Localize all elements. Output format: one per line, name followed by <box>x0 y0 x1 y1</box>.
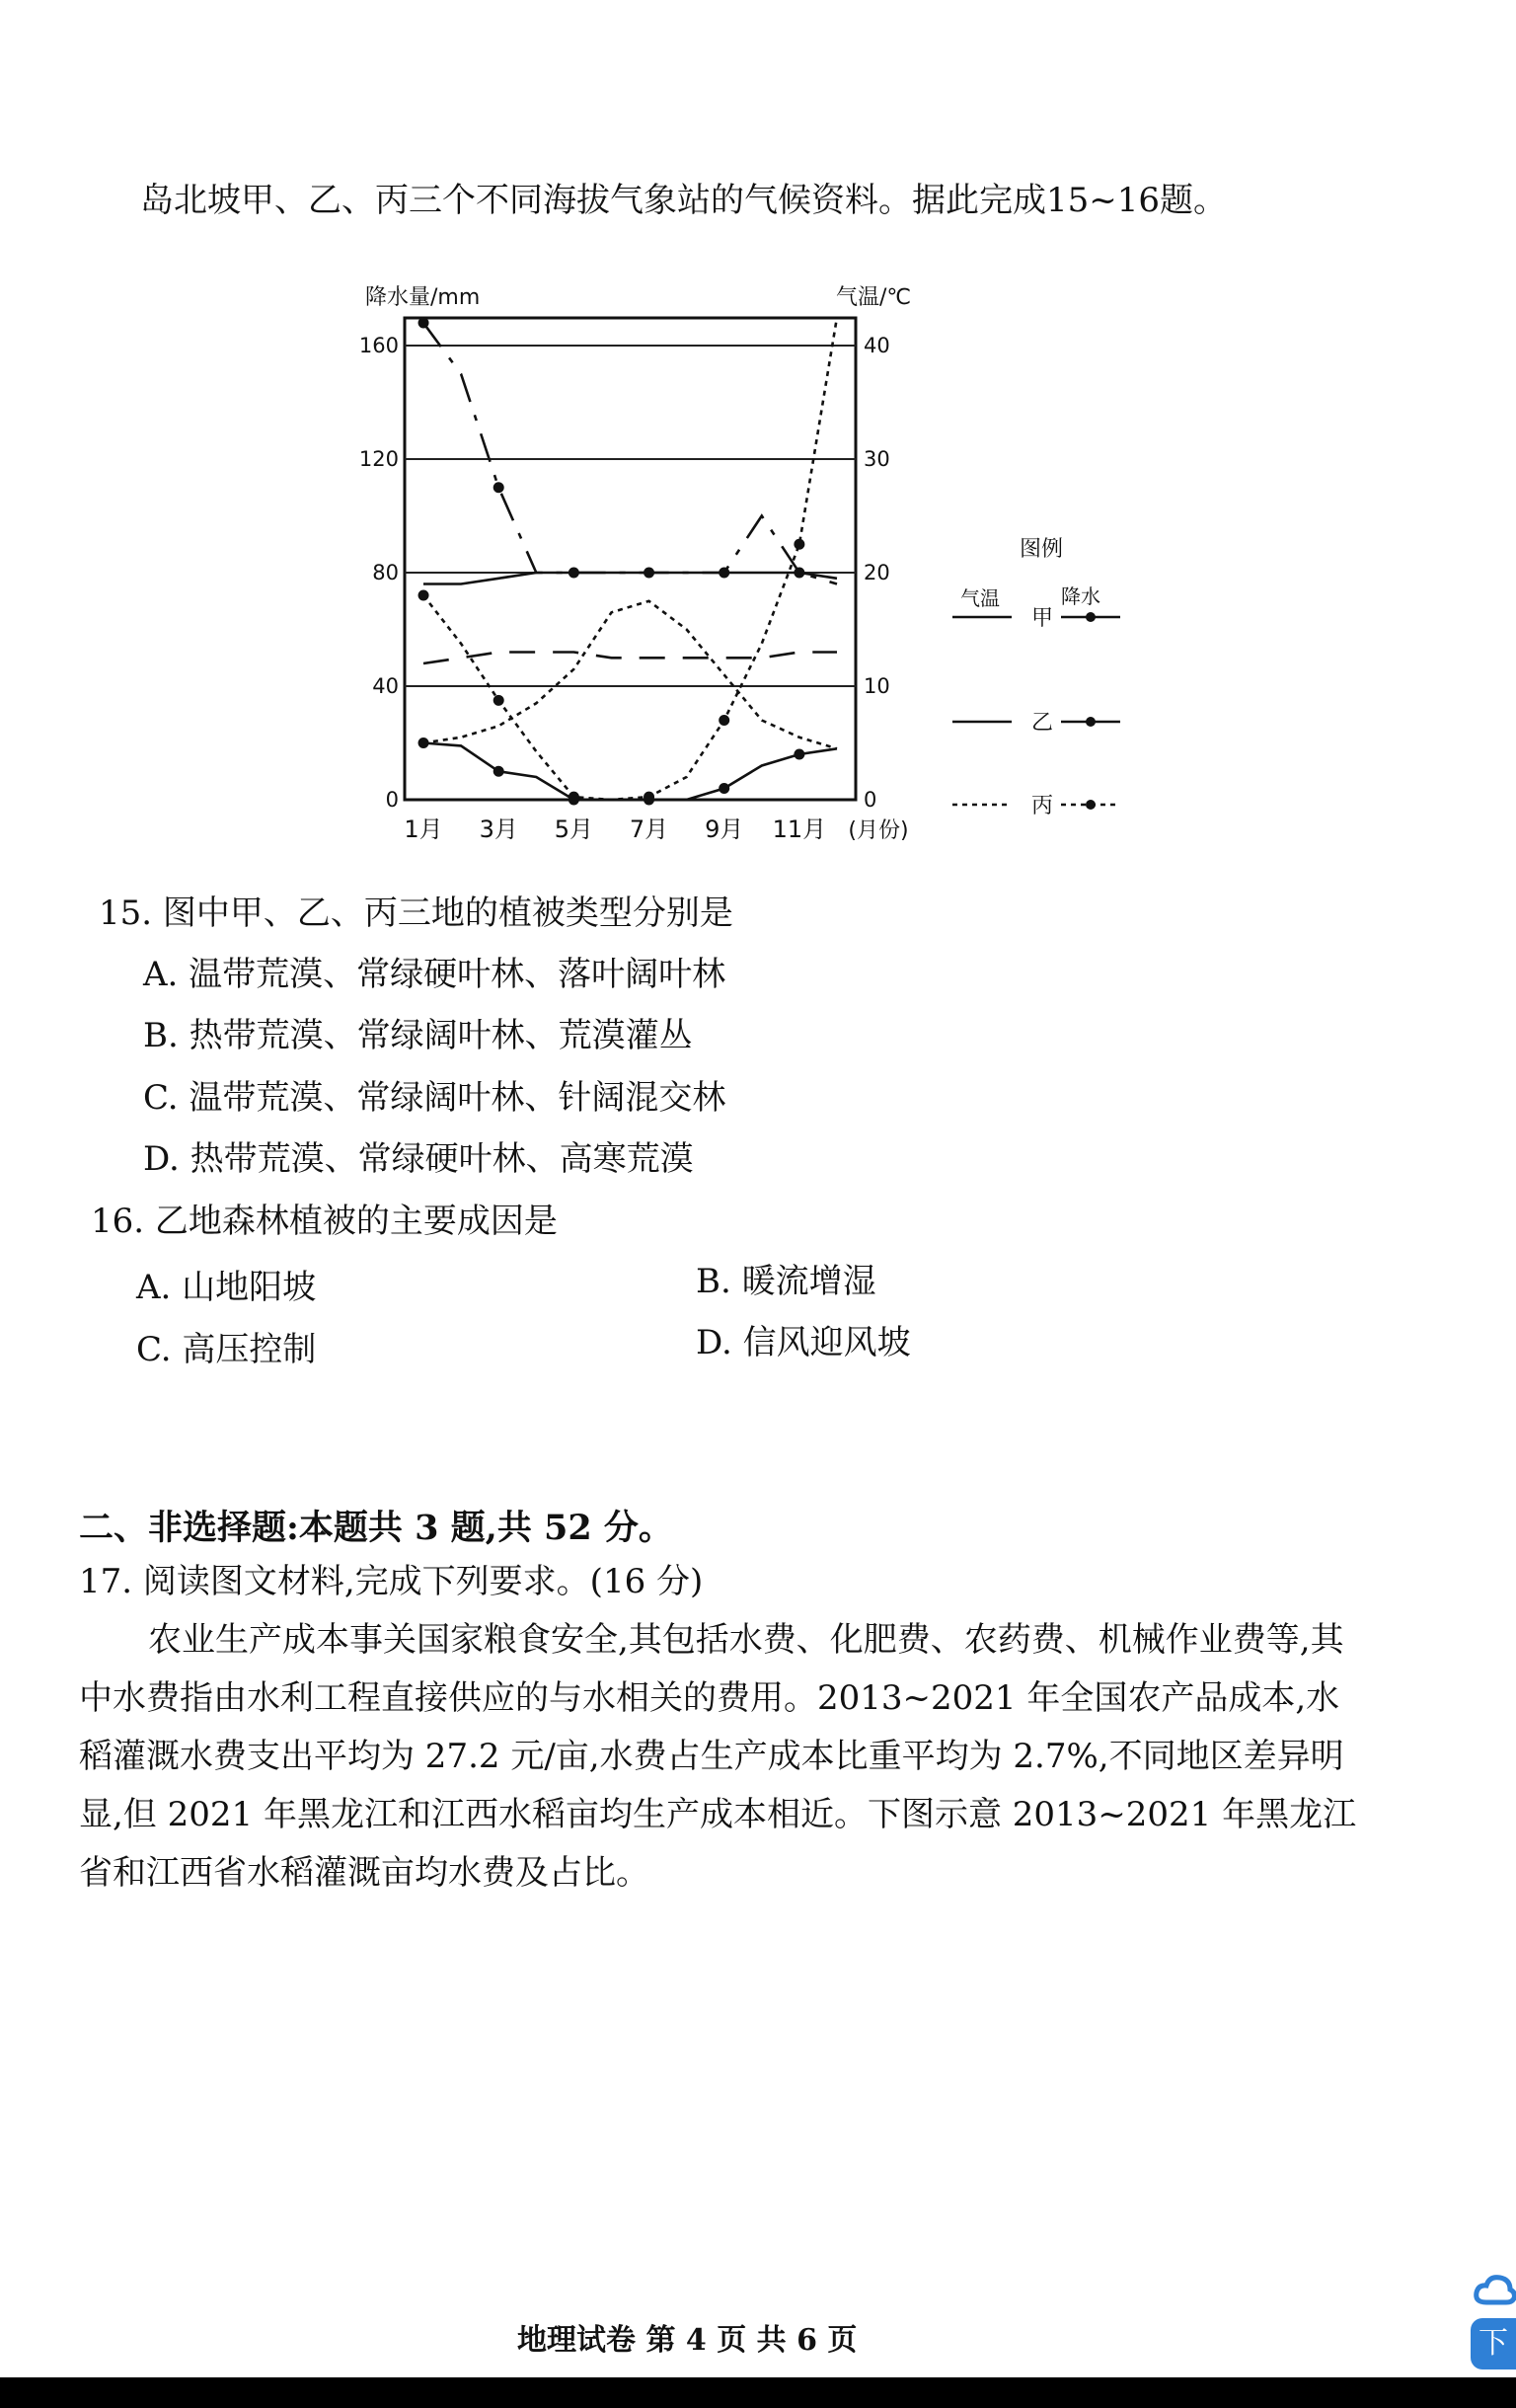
left-tick-label: 120 <box>358 447 399 471</box>
series-line-乙-precip <box>423 743 837 801</box>
question-15-option-b: B. 热带荒漠、常绿阔叶林、荒漠灌丛 <box>143 1016 693 1055</box>
question-15-option-a: A. 温带荒漠、常绿硬叶林、落叶阔叶林 <box>143 955 726 994</box>
question-15-option-c: C. 温带荒漠、常绿阔叶林、针阔混交林 <box>143 1078 726 1118</box>
legend-series-name: 乙 <box>1031 711 1054 736</box>
page-footer: 地理试卷 第 4 页 共 6 页 <box>517 2323 858 2358</box>
bottom-bar <box>0 2377 1516 2408</box>
x-tick-label: 1月 <box>404 816 443 843</box>
question-17-paragraph: 农业生产成本事关国家粮食安全,其包括水费、化肥费、农药费、机械作业费等,其中水费指由水利工程直接供应的与水相关的费用。2013~2021 年全国农产品成本,水稻灌溉水费支出平均为 27.2 元/亩,水费占生产成本比重平均为 2.7%,不同地区差异明显,但 2021 年黑龙江和江西水稻亩均生产成本相近。下图示意 2013~2021 年黑龙江省和江西省水稻灌溉亩均水费及占比。 <box>79 1620 1357 1893</box>
left-tick-label: 160 <box>358 334 399 357</box>
question-15-stem: 15. 图中甲、乙、丙三地的植被类型分别是 <box>99 893 733 933</box>
series-line-丙-temp <box>423 601 837 749</box>
intro-text: 岛北坡甲、乙、丙三个不同海拔气象站的气候资料。据此完成15~16题。 <box>140 181 1228 220</box>
question-15-option-d: D. 热带荒漠、常绿硬叶林、高寒荒漠 <box>143 1139 694 1179</box>
series-point-乙-precip <box>794 749 804 760</box>
series-point-丙-precip <box>719 715 729 726</box>
legend-title: 图例 <box>1020 537 1064 562</box>
x-tick-label: 5月 <box>554 816 594 843</box>
series-line-甲-precip <box>423 323 837 584</box>
series-point-丙-precip <box>493 695 504 706</box>
right-tick-label: 20 <box>864 561 890 584</box>
legend-precip-dot-乙 <box>1086 717 1096 727</box>
left-tick-label: 80 <box>372 561 399 584</box>
question-16-option-b: B. 暖流增湿 <box>696 1262 876 1301</box>
series-point-甲-precip <box>794 568 804 579</box>
right-tick-label: 0 <box>864 788 877 812</box>
right-axis-label: 气温/℃ <box>836 285 912 310</box>
series-point-乙-precip <box>493 766 504 777</box>
left-axis-label: 降水量/mm <box>365 285 481 310</box>
series-point-丙-precip <box>794 539 804 550</box>
right-tick-label: 30 <box>864 447 890 471</box>
legend-series-name: 丙 <box>1031 794 1054 818</box>
legend-series-name: 甲 <box>1031 606 1054 631</box>
x-tick-label: 7月 <box>629 816 669 843</box>
question-16-option-a: A. 山地阳坡 <box>136 1268 317 1307</box>
series-point-甲-precip <box>493 482 504 493</box>
left-tick-label: 0 <box>385 788 399 812</box>
legend-temp-label: 气温 <box>960 586 1000 610</box>
section-2-heading: 二、非选择题:本题共 3 题,共 52 分。 <box>79 1508 673 1548</box>
question-16-option-d: D. 信风迎风坡 <box>696 1323 911 1362</box>
series-line-乙-temp <box>423 573 837 584</box>
x-unit-label: (月份) <box>848 818 909 843</box>
legend-precip-dot-甲 <box>1086 612 1096 622</box>
series-line-丙-precip <box>423 317 837 800</box>
question-16-option-c: C. 高压控制 <box>136 1330 317 1369</box>
climate-chart <box>350 274 1160 867</box>
left-tick-label: 40 <box>372 674 399 698</box>
series-point-丙-precip <box>418 590 429 601</box>
series-line-甲-temp <box>423 653 837 664</box>
series-point-甲-precip <box>719 568 729 579</box>
series-point-丙-precip <box>644 792 654 803</box>
question-17-stem: 17. 阅读图文材料,完成下列要求。(16 分) <box>79 1562 704 1601</box>
series-point-丙-precip <box>568 792 579 803</box>
x-tick-label: 9月 <box>705 816 744 843</box>
x-tick-label: 11月 <box>772 816 827 843</box>
side-download-badge[interactable]: 下 <box>1471 2318 1516 2369</box>
right-tick-label: 40 <box>864 334 890 357</box>
legend-precip-label: 降水 <box>1061 584 1100 608</box>
legend-precip-dot-丙 <box>1086 800 1096 810</box>
series-point-甲-precip <box>418 318 429 329</box>
series-point-甲-precip <box>568 568 579 579</box>
series-point-乙-precip <box>418 738 429 748</box>
plot-frame <box>405 318 856 800</box>
series-point-甲-precip <box>644 568 654 579</box>
question-16-stem: 16. 乙地森林植被的主要成因是 <box>91 1202 558 1241</box>
x-tick-label: 3月 <box>479 816 518 843</box>
cloud-icon[interactable] <box>1473 2271 1516 2310</box>
series-point-乙-precip <box>719 783 729 794</box>
right-tick-label: 10 <box>864 674 890 698</box>
